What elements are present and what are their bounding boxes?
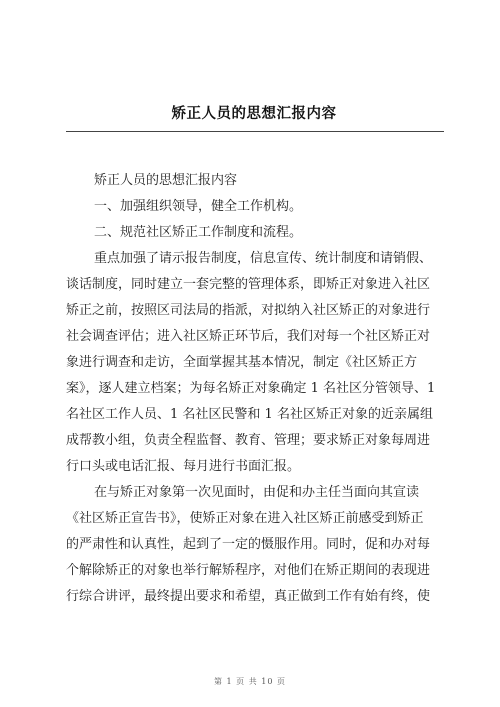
body-line: 的严肃性和认真性，起到了一定的慑服作用。同时，促和办对每 bbox=[66, 537, 431, 552]
body-line: 谈话制度，同时建立一套完整的管理体系，即矫正对象进入社区 bbox=[66, 277, 431, 292]
body-line: 《社区矫正宣告书》，使矫正对象在进入社区矫正前感受到矫正 bbox=[66, 511, 424, 526]
body-line: 二、规范社区矫正工作制度和流程。 bbox=[94, 225, 303, 240]
title-divider bbox=[66, 131, 444, 132]
body-line: 社会调查评估；进入社区矫正环节后，我们对每一个社区矫正对 bbox=[66, 329, 431, 344]
body-line: 案》，逐人建立档案；为每名矫正对象确定 1 名社区分管领导、1 bbox=[66, 381, 436, 396]
body-line: 名社区工作人员、1 名社区民警和 1 名社区矫正对象的近亲属组 bbox=[66, 407, 433, 422]
page-footer bbox=[0, 676, 500, 687]
document-title: 矫正人员的思想汇报内容 bbox=[171, 105, 337, 122]
body-line: 个解除矫正的对象也举行解矫程序，对他们在矫正期间的表现进 bbox=[66, 563, 431, 578]
body-line: 行综合讲评，最终提出要求和希望，真正做到工作有始有终，使 bbox=[66, 589, 431, 604]
body-line: 重点加强了请示报告制度，信息宣传、统计制度和请销假、 bbox=[94, 251, 433, 266]
body-line: 行口头或电话汇报、每月进行书面汇报。 bbox=[66, 459, 301, 474]
body-line: 一、加强组织领导，健全工作机构。 bbox=[94, 199, 303, 214]
body-line: 矫正人员的思想汇报内容 bbox=[94, 173, 238, 188]
body-line: 矫正之前，按照区司法局的指派，对拟纳入社区矫正的对象进行 bbox=[66, 303, 431, 318]
body-line: 在与矫正对象第一次见面时，由促和办主任当面向其宣读 bbox=[94, 485, 420, 500]
body-line: 象进行调查和走访，全面掌握其基本情况，制定《社区矫正方 bbox=[66, 355, 418, 370]
body-line: 成帮教小组，负责全程监督、教育、管理；要求矫正对象每周进 bbox=[66, 433, 431, 448]
page-number-label: 第 1 页 共 10 页 bbox=[214, 677, 286, 686]
